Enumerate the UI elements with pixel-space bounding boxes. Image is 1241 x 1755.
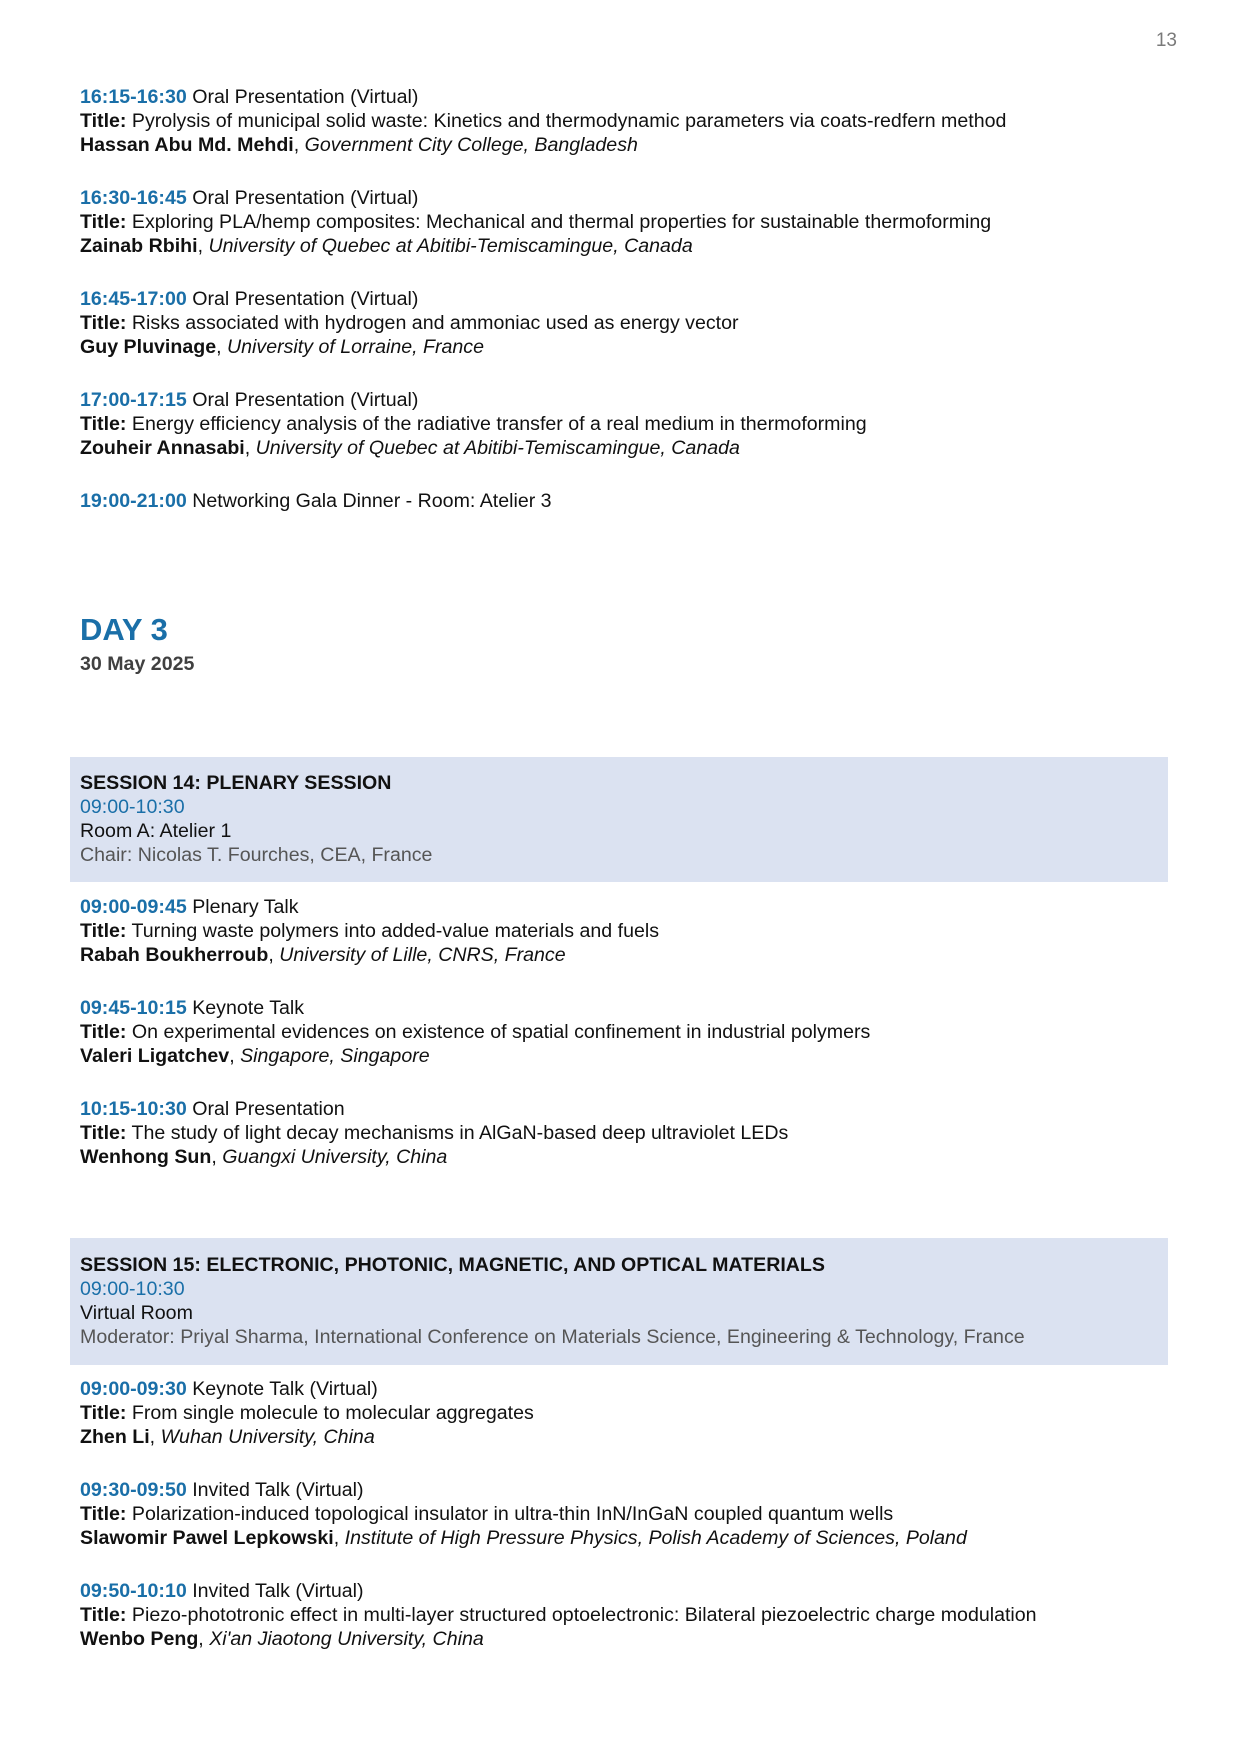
entry-affiliation: Government City College, Bangladesh: [304, 134, 638, 156]
entry-title: From single molecule to molecular aggregates: [131, 1402, 534, 1424]
entry-time: 10:15-10:30: [80, 1098, 187, 1120]
entry-affiliation: University of Lorraine, France: [227, 336, 484, 358]
session-title: SESSION 14: PLENARY SESSION: [80, 772, 392, 794]
entry-type: Invited Talk (Virtual): [192, 1580, 364, 1602]
title-label: Title:: [80, 110, 127, 132]
separator: ,: [293, 134, 305, 156]
entry-affiliation: Xi'an Jiaotong University, China: [209, 1628, 484, 1650]
entry-affiliation: Singapore, Singapore: [240, 1045, 430, 1067]
separator: ,: [149, 1426, 161, 1448]
session-room: Room A: Atelier 1: [80, 820, 232, 842]
entry-title: On experimental evidences on existence of spatial confinement in industrial polymers: [131, 1021, 871, 1043]
session-room: Virtual Room: [80, 1302, 193, 1324]
separator: ,: [198, 1628, 210, 1650]
separator: ,: [211, 1146, 223, 1168]
entry-author: Valeri Ligatchev: [80, 1045, 230, 1067]
title-label: Title:: [80, 211, 127, 233]
entry-author: Rabah Boukherroub: [80, 944, 269, 966]
day-date: 30 May 2025: [80, 653, 195, 675]
entry-author: Wenbo Peng: [80, 1628, 199, 1650]
separator: ,: [197, 235, 209, 257]
entry-time: 09:00-09:45: [80, 896, 187, 918]
entry-time: 09:30-09:50: [80, 1479, 187, 1501]
entry-time: 09:00-09:30: [80, 1378, 187, 1400]
session-header: [70, 1238, 1168, 1365]
entry-time: 09:45-10:15: [80, 997, 187, 1019]
separator: ,: [333, 1527, 345, 1549]
entry-type: Oral Presentation (Virtual): [192, 389, 419, 411]
gala-entry: [80, 489, 1160, 513]
day-heading: DAY 3: [80, 612, 168, 647]
entry-affiliation: Guangxi University, China: [222, 1146, 448, 1168]
entry-type: Oral Presentation (Virtual): [192, 187, 419, 209]
entry-title: Turning waste polymers into added-value materials and fuels: [131, 920, 660, 942]
title-label: Title:: [80, 1122, 127, 1144]
program-entry: [80, 85, 1160, 157]
title-label: Title:: [80, 1503, 127, 1525]
entry-type: Keynote Talk (Virtual): [192, 1378, 378, 1400]
title-label: Title:: [80, 1402, 127, 1424]
entry-affiliation: Institute of High Pressure Physics, Polish Academy of Sciences, Poland: [344, 1527, 967, 1549]
program-entry: [80, 996, 1160, 1068]
entry-time: 16:45-17:00: [80, 288, 187, 310]
entry-type: Oral Presentation (Virtual): [192, 86, 419, 108]
program-entry: [80, 1579, 1160, 1651]
title-label: Title:: [80, 312, 127, 334]
session-time: 09:00-10:30: [80, 796, 185, 818]
entry-author: Wenhong Sun: [80, 1146, 212, 1168]
program-entry: [80, 1377, 1160, 1449]
entry-title: Polarization-induced topological insulator in ultra-thin InN/InGaN coupled quantum wells: [131, 1503, 894, 1525]
entry-title: Pyrolysis of municipal solid waste: Kinetics and thermodynamic parameters via coats-redfern method: [131, 110, 1007, 132]
title-label: Title:: [80, 1604, 127, 1626]
gala-text: Networking Gala Dinner - Room: Atelier 3: [192, 490, 552, 512]
title-label: Title:: [80, 413, 127, 435]
program-entry: [80, 186, 1160, 258]
program-entry: [80, 287, 1160, 359]
entry-type: Keynote Talk: [192, 997, 305, 1019]
entry-time: 16:15-16:30: [80, 86, 187, 108]
entry-title: Risks associated with hydrogen and ammoniac used as energy vector: [131, 312, 739, 334]
entry-title: The study of light decay mechanisms in AlGaN-based deep ultraviolet LEDs: [131, 1122, 789, 1144]
separator: ,: [216, 336, 227, 358]
separator: ,: [229, 1045, 241, 1067]
entry-affiliation: University of Lille, CNRS, France: [279, 944, 566, 966]
entry-title: Exploring PLA/hemp composites: Mechanical and thermal properties for sustainable thermoforming: [131, 211, 992, 233]
entry-author: Zhen Li: [80, 1426, 150, 1448]
gala-time: 19:00-21:00: [80, 490, 187, 512]
title-label: Title:: [80, 920, 127, 942]
entry-type: Oral Presentation: [192, 1098, 345, 1120]
entry-type: Invited Talk (Virtual): [192, 1479, 364, 1501]
program-entry: [80, 895, 1160, 967]
separator: ,: [268, 944, 280, 966]
entry-time: 17:00-17:15: [80, 389, 187, 411]
entry-author: Guy Pluvinage: [80, 336, 217, 358]
session-header: [70, 757, 1168, 882]
entry-author: Zouheir Annasabi: [80, 437, 245, 459]
entry-affiliation: Wuhan University, China: [160, 1426, 375, 1448]
entry-title: Piezo-phototronic effect in multi-layer structured optoelectronic: Bilateral piezoelectric charge modulation: [131, 1604, 1037, 1626]
entry-time: 09:50-10:10: [80, 1580, 187, 1602]
entry-affiliation: University of Quebec at Abitibi-Temiscamingue, Canada: [208, 235, 693, 257]
entry-author: Zainab Rbihi: [80, 235, 198, 257]
session-chair: Chair: Nicolas T. Fourches, CEA, France: [80, 844, 433, 866]
entry-author: Slawomir Pawel Lepkowski: [80, 1527, 334, 1549]
program-entry: [80, 1097, 1160, 1169]
entry-type: Oral Presentation (Virtual): [192, 288, 419, 310]
program-entry: [80, 1478, 1160, 1550]
entry-title: Energy efficiency analysis of the radiative transfer of a real medium in thermoforming: [131, 413, 867, 435]
session-time: 09:00-10:30: [80, 1278, 185, 1300]
page-number: 13: [1155, 30, 1177, 51]
separator: ,: [244, 437, 256, 459]
entry-author: Hassan Abu Md. Mehdi: [80, 134, 294, 156]
session-chair: Moderator: Priyal Sharma, International Conference on Materials Science, Engineering & Technology, France: [80, 1326, 1025, 1348]
title-label: Title:: [80, 1021, 127, 1043]
program-entry: [80, 388, 1160, 460]
entry-affiliation: University of Quebec at Abitibi-Temiscamingue, Canada: [255, 437, 740, 459]
entry-type: Plenary Talk: [192, 896, 299, 918]
session-title: SESSION 15: ELECTRONIC, PHOTONIC, MAGNETIC, AND OPTICAL MATERIALS: [80, 1254, 825, 1276]
entry-time: 16:30-16:45: [80, 187, 187, 209]
